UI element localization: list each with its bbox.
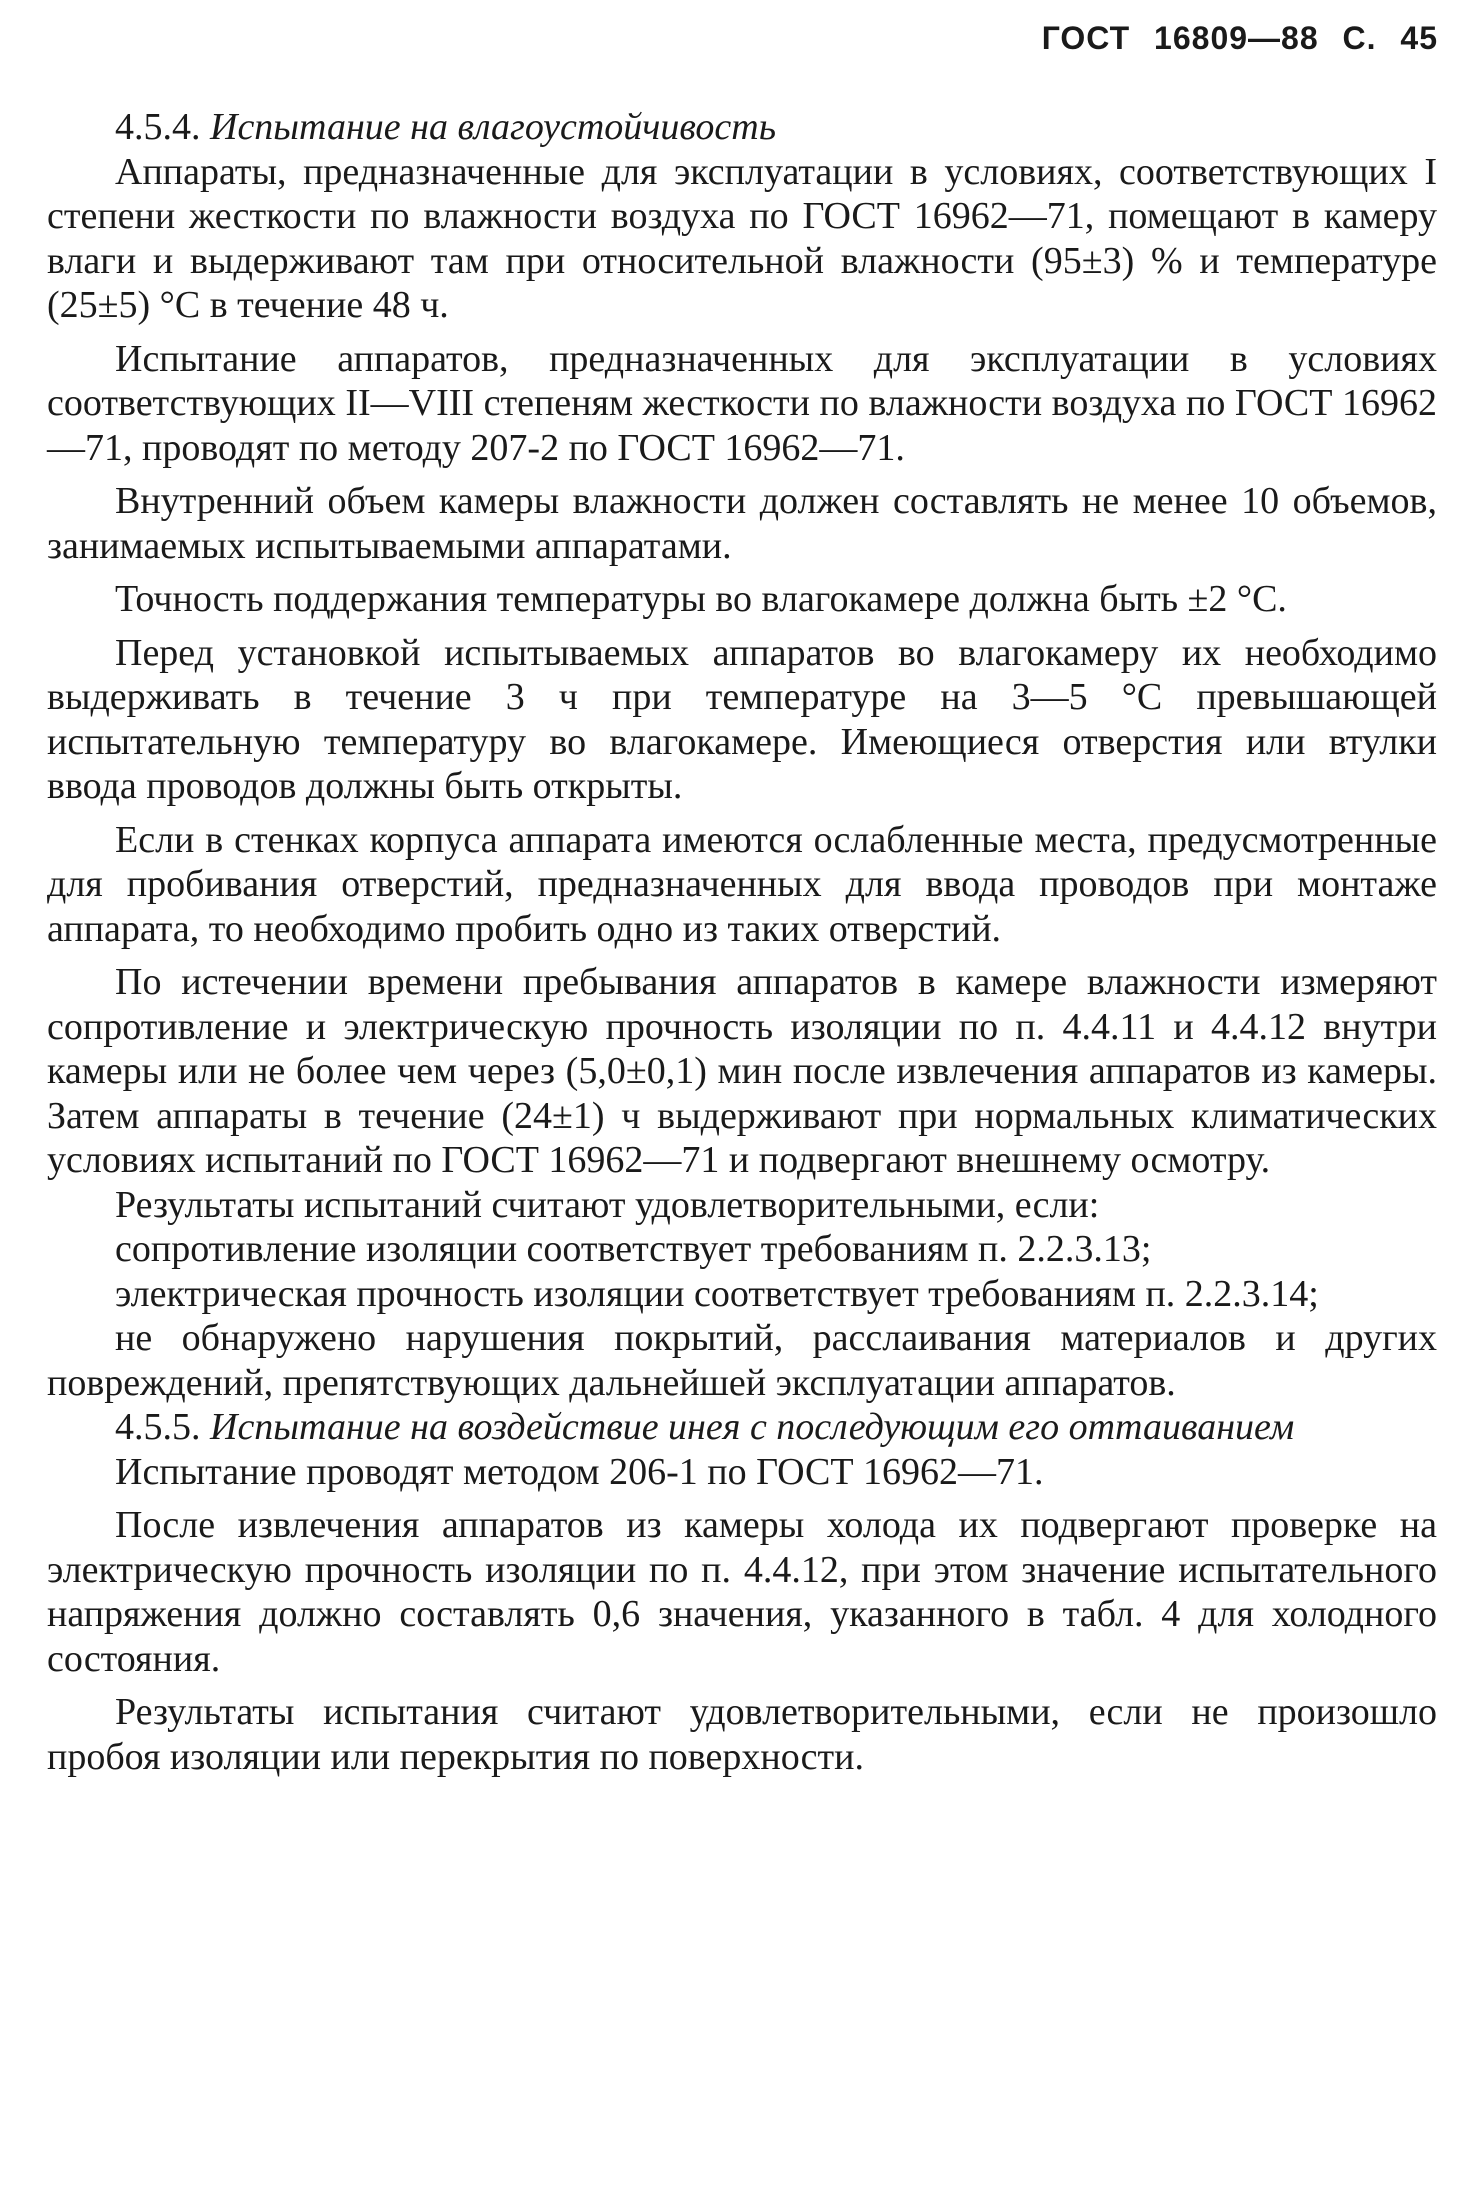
paragraph: Результаты испытания считают удовлетворительными, если не произошло пробоя изоляции или перекрытия по поверхности. <box>47 1691 1437 1778</box>
section-number: 4.5.4. <box>115 106 201 148</box>
paragraph: Если в стенках корпуса аппарата имеются ослабленные места, предусмотренные для пробивания отверстий, предназначенных для ввода проводов при монтаже аппарата, то необходимо пробить одно из таких отверстий. <box>47 818 1437 950</box>
paragraph: Результаты испытаний считают удовлетворительными, если: <box>115 1183 1100 1226</box>
section-heading-4-5-5 <box>47 1405 1437 1450</box>
list-item: не обнаружено нарушения покрытий, расслаивания материалов и других повреждений, препятствующих дальнейшей эксплуатации аппаратов. <box>47 1317 1437 1404</box>
section-number: 4.5.5. <box>115 1406 201 1448</box>
paragraph: По истечении времени пребывания аппаратов в камере влажности измеряют сопротивление и электрическую прочность изоляции по п. 4.4.11 и 4.4.12 внутри камеры или не более чем через (5,0±0,1) мин после извлечения аппаратов из камеры. Затем аппараты в течение (24±1) ч выдерживают при нормальных климатических условиях испытаний по ГОСТ 16962—71 и подвергают внешнему осмотру. <box>47 961 1437 1181</box>
list-item: сопротивление изоляции соответствует требованиям п. 2.2.3.13; <box>115 1228 1152 1270</box>
page-header <box>900 20 1438 57</box>
section-title: Испытание на воздействие инея с последующим его оттаиванием <box>210 1406 1295 1448</box>
paragraph: Перед установкой испытываемых аппаратов во влагокамеру их необходимо выдерживать в течение 3 ч при температуре на 3—5 °С превышающей испытательную температуру во влагокамере. Имеющиеся отверстия или втулки ввода проводов должны быть открыты. <box>47 631 1437 807</box>
paragraph: Испытание аппаратов, предназначенных для эксплуатации в условиях соответствующих II—VIII степеням жесткости по влажности воздуха по ГОСТ 16962—71, проводят по методу 207-2 по ГОСТ 16962—71. <box>47 337 1437 469</box>
paragraph: После извлечения аппаратов из камеры холода их подвергают проверке на электрическую прочность изоляции по п. 4.4.12, при этом значение испытательного напряжения должно составлять 0,6 значения, указанного в табл. 4 для холодного состояния. <box>47 1504 1437 1680</box>
standard-label: ГОСТ <box>1041 20 1131 56</box>
standard-number: 16809—88 <box>1154 20 1319 56</box>
document-body <box>47 105 1437 1779</box>
section-title: Испытание на влагоустойчивость <box>210 106 777 148</box>
paragraph: Точность поддержания температуры во влагокамере должна быть ±2 °С. <box>115 578 1287 620</box>
paragraph: Аппараты, предназначенные для эксплуатации в условиях, соответствующих I степени жесткости по влажности воздуха по ГОСТ 16962—71, помещают в камеру влаги и выдерживают там при относительной влажности (95±3) % и температуре (25±5) °С в течение 48 ч. <box>47 150 1437 326</box>
paragraph: Испытание проводят методом 206-1 по ГОСТ 16962—71. <box>115 1450 1044 1493</box>
page-number: С. 45 <box>1342 20 1438 56</box>
paragraph: Внутренний объем камеры влажности должен составлять не менее 10 объемов, занимаемых испытываемыми аппаратами. <box>47 480 1437 567</box>
section-heading-4-5-4 <box>47 105 1437 150</box>
list-item: электрическая прочность изоляции соответствует требованиям п. 2.2.3.14; <box>115 1272 1319 1315</box>
